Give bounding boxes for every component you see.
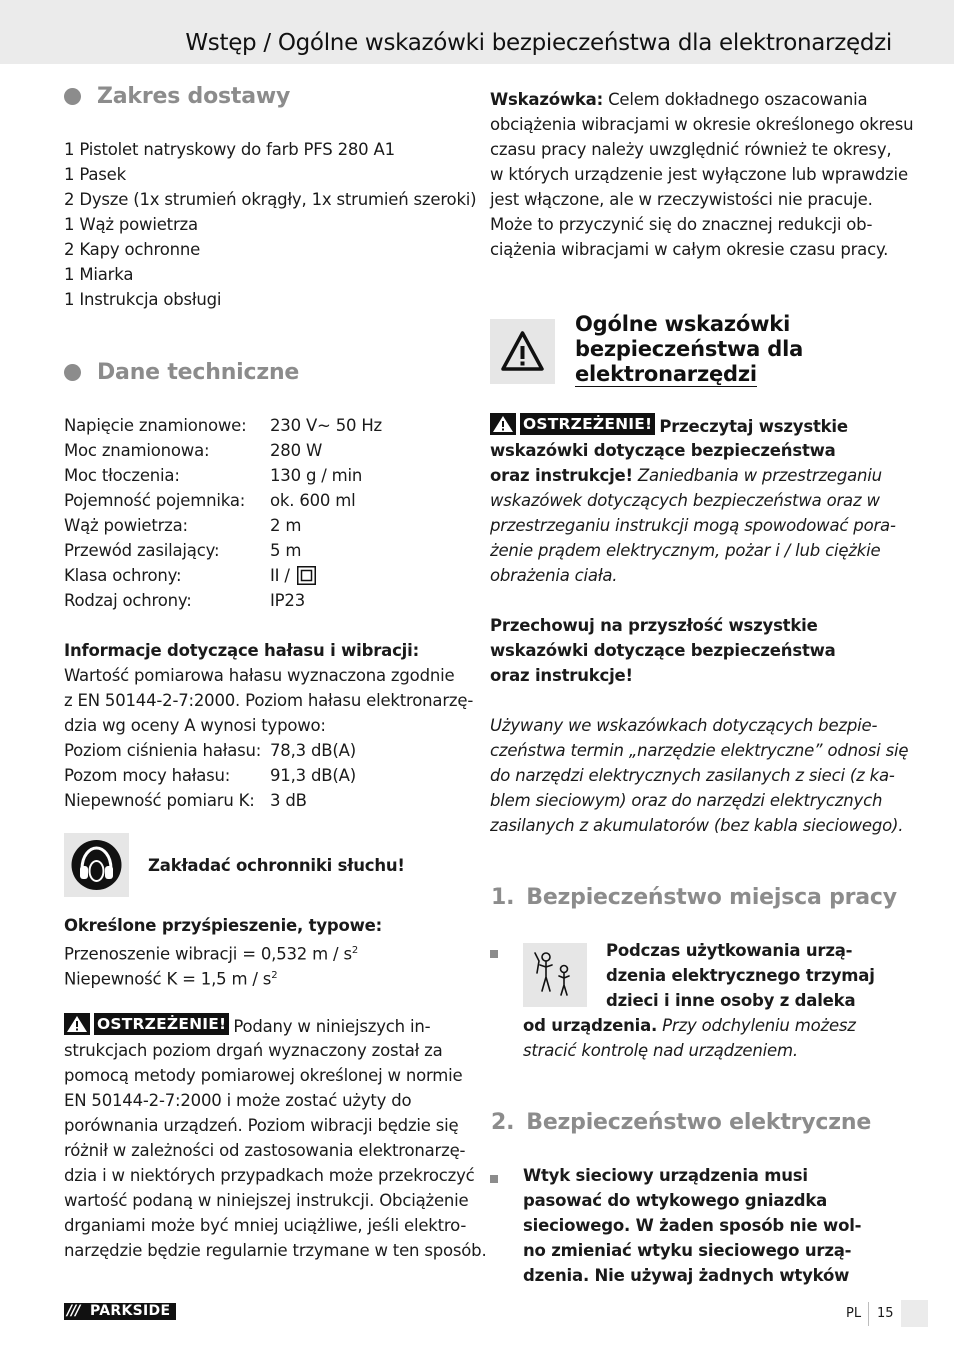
- children-warning-icon-box: [523, 943, 587, 1007]
- noise-label: Poziom ciśnienia hałasu:: [64, 741, 262, 760]
- safety-warning-bold: Przeczytaj wszystkie: [659, 417, 848, 436]
- spec-label: Moc tłoczenia:: [64, 466, 180, 485]
- safety-warning-icon-box: [490, 319, 555, 384]
- section-heading-electrical: [491, 1110, 871, 1135]
- warning-triangle-icon: [490, 319, 555, 384]
- note-line: Może to przyczynić się do znacznej redukcji ob-: [490, 215, 873, 234]
- workplace-bold-line: Podczas użytkowania urzą-: [606, 941, 853, 960]
- superscript: 2: [271, 970, 278, 981]
- spec-value: 2 m: [270, 516, 302, 535]
- bullet-dot-icon: [64, 88, 81, 105]
- logo-stripes-icon: ///: [67, 1303, 80, 1319]
- keep-children-away-icon: [523, 943, 587, 1007]
- left-warning-line: porównania urządzeń. Poziom wibracji będzie się: [64, 1116, 459, 1135]
- spec-label: Napięcie znamionowe:: [64, 416, 247, 435]
- note-line: w których urządzenie jest wyłączone lub wprawdzie: [490, 165, 908, 184]
- left-warning-line: dzia i w niektórych przypadkach może przekroczyć: [64, 1166, 475, 1185]
- term-definition-line: Używany we wskazówkach dotyczących bezpie-: [490, 716, 878, 735]
- warning-badge: [490, 413, 655, 435]
- technical-heading: Dane techniczne: [97, 360, 300, 385]
- safety-warning-italic-line: wskazówek dotyczących bezpieczeństwa oraz w: [490, 491, 880, 510]
- delivery-item: 1 Pasek: [64, 165, 126, 184]
- vibration-line: [64, 963, 277, 992]
- delivery-item: 2 Dysze (1x strumień okrągły, 1x strumień szeroki): [64, 190, 477, 209]
- warning-label: OSTRZEŻENIE!: [94, 1013, 229, 1035]
- term-definition-line: zasilanych z akumulatorów (bez kabla sieciowego).: [490, 816, 904, 835]
- spec-label: Rodzaj ochrony:: [64, 591, 192, 610]
- warning-triangle-icon: [490, 413, 516, 435]
- spec-value: IP23: [270, 591, 306, 610]
- term-definition-line: do narzędzi elektrycznych zasilanych z sieci (z ka-: [490, 766, 895, 785]
- noise-label: Pozom mocy hałasu:: [64, 766, 231, 785]
- ear-protection-text: Zakładać ochronniki słuchu!: [148, 856, 405, 875]
- safety-warning-bold: oraz instrukcje!: [490, 466, 633, 485]
- parkside-logo: [64, 1303, 176, 1320]
- note-label: Wskazówka:: [490, 90, 604, 109]
- note-line: jest włączone, ale w rzeczywistości nie pracuje.: [490, 190, 873, 209]
- delivery-item: 2 Kapy ochronne: [64, 240, 201, 259]
- section-heading-technical: [64, 360, 299, 385]
- spec-label: Wąż powietrza:: [64, 516, 188, 535]
- spec-value: II /: [270, 566, 295, 585]
- electrical-bold-line: no zmieniać wtyku sieciowego urzą-: [523, 1241, 852, 1260]
- workplace-heading: Bezpieczeństwo miejsca pracy: [526, 885, 897, 910]
- note-text: Celem dokładnego oszacowania: [608, 90, 868, 109]
- noise-intro-line: dzia wg oceny A wynosi typowo:: [64, 716, 326, 735]
- ear-protection-icon: [64, 833, 129, 897]
- noise-value: 3 dB: [270, 791, 307, 810]
- section-heading-workplace: [491, 885, 897, 910]
- delivery-item: 1 Instrukcja obsługi: [64, 290, 222, 309]
- workplace-italic-line: stracić kontrolę nad urządzeniem.: [523, 1041, 798, 1060]
- note-line: czasu pracy należy uwzględnić również te okresy,: [490, 140, 892, 159]
- safety-warning-bold-line: wskazówki dotyczące bezpieczeństwa: [490, 441, 836, 460]
- left-warning-line: EN 50144-2-7:2000 i może zostać użyty do: [64, 1091, 412, 1110]
- ear-protection-icon-box: [64, 833, 129, 897]
- term-definition-line: blem sieciowym) oraz do narzędzi elektrycznych: [490, 791, 883, 810]
- left-warning-line: narzędzie będzie regularnie trzymane w ten sposób.: [64, 1241, 487, 1260]
- noise-intro-line: Wartość pomiarowa hałasu wyznaczona zgodnie: [64, 666, 455, 685]
- brand-name: PARKSIDE: [90, 1303, 171, 1319]
- workplace-mixed-line: [523, 1013, 856, 1038]
- left-warning-line: drganiami może być mniej uciążliwe, jeśli elektro-: [64, 1216, 467, 1235]
- safety-heading-line: bezpieczeństwa dla: [575, 337, 804, 361]
- workplace-italic: Przy odchyleniu możesz: [662, 1016, 856, 1035]
- safety-warning-mixed-line: [490, 463, 882, 488]
- spec-value: 230 V~ 50 Hz: [270, 416, 383, 435]
- note-line: obciążenia wibracjami w okresie określonego okresu: [490, 115, 914, 134]
- electrical-bold-line: Wtyk sieciowy urządzenia musi: [523, 1166, 808, 1185]
- safety-warning-first-line: [490, 413, 848, 439]
- keep-instructions-line: oraz instrukcje!: [490, 666, 633, 685]
- footer-tab-marker: [901, 1300, 928, 1327]
- left-warning-line: różnił w zależności od zastosowania elektronarzę-: [64, 1141, 466, 1160]
- electrical-bold-line: pasować do wtykowego gniazdka: [523, 1191, 828, 1210]
- noise-heading: Informacje dotyczące hałasu i wibracji:: [64, 641, 419, 660]
- keep-instructions-line: Przechowuj na przyszłość wszystkie: [490, 616, 818, 635]
- superscript: 2: [351, 945, 359, 956]
- spec-value-protection-class: [270, 563, 316, 588]
- left-warning-line: pomocą metody pomiarowej określonej w normie: [64, 1066, 463, 1085]
- keep-instructions-line: wskazówki dotyczące bezpieczeństwa: [490, 641, 836, 660]
- note-line: ciążenia wibracjami w całym okresie czasu pracy.: [490, 240, 889, 259]
- vibration-heading: Określone przyśpieszenie, typowe:: [64, 916, 383, 935]
- spec-value: ok. 600 ml: [270, 491, 356, 510]
- section-heading-delivery: [64, 84, 290, 109]
- section-number: 1.: [491, 885, 515, 910]
- electrical-bold-line: sieciowego. W żaden sposób nie wol-: [523, 1216, 862, 1235]
- noise-value: 78,3 dB(A): [270, 741, 356, 760]
- warning-badge: [64, 1013, 229, 1035]
- left-warning-first-line: [64, 1013, 430, 1039]
- delivery-item: 1 Wąż powietrza: [64, 215, 198, 234]
- delivery-heading: Zakres dostawy: [97, 84, 291, 109]
- safety-heading-line: Ogólne wskazówki: [575, 312, 791, 336]
- double-insulation-icon: [297, 566, 316, 585]
- noise-value: 91,3 dB(A): [270, 766, 356, 785]
- safety-heading: [575, 312, 803, 387]
- warning-triangle-icon: [64, 1013, 90, 1035]
- section-number: 2.: [491, 1110, 515, 1135]
- workplace-bold-line: dzieci i inne osoby z daleka: [606, 991, 856, 1010]
- term-definition-line: czeństwa termin „narzędzie elektryczne” odnosi się: [490, 741, 909, 760]
- spec-value: 280 W: [270, 441, 323, 460]
- noise-intro-line: z EN 50144-2-7:2000. Poziom hałasu elektronarzę-: [64, 691, 474, 710]
- workplace-bold-line: dzenia elektrycznego trzymaj: [606, 966, 875, 985]
- safety-warning-italic-line: obrażenia ciała.: [490, 566, 618, 585]
- page-number: 15: [877, 1306, 894, 1321]
- spec-value: 130 g / min: [270, 466, 363, 485]
- footer-divider: [868, 1302, 869, 1326]
- bullet-square: [490, 1175, 498, 1183]
- spec-value: 5 m: [270, 541, 302, 560]
- left-warning-line: wartość podaną w niniejszej instrukcji. Obciążenie: [64, 1191, 469, 1210]
- safety-heading-line: elektronarzędzi: [575, 362, 757, 386]
- delivery-item: 1 Miarka: [64, 265, 134, 284]
- safety-warning-italic-line: przestrzeganiu instrukcji mogą spowodować pora-: [490, 516, 896, 535]
- electrical-heading: Bezpieczeństwo elektryczne: [526, 1110, 872, 1135]
- vibration-value: Przenoszenie wibracji = 0,532 m / s: [64, 944, 352, 964]
- spec-label: Przewód zasilający:: [64, 541, 220, 560]
- workplace-bold: od urządzenia.: [523, 1016, 658, 1035]
- page-header-title: Wstęp / Ogólne wskazówki bezpieczeństwa dla elektronarzędzi: [185, 30, 892, 56]
- spec-label: Moc znamionowa:: [64, 441, 210, 460]
- left-warning-line: strukcjach poziom drgań wyznaczony został za: [64, 1041, 443, 1060]
- bullet-square: [490, 950, 498, 958]
- safety-warning-italic-line: żenie prądem elektrycznym, pożar i / lub ciężkie: [490, 541, 881, 560]
- electrical-bold-line: dzenia. Nie używaj żadnych wtyków: [523, 1266, 850, 1285]
- spec-label: Pojemność pojemnika:: [64, 491, 246, 510]
- warning-label: OSTRZEŻENIE!: [520, 413, 655, 435]
- delivery-item: 1 Pistolet natryskowy do farb PFS 280 A1: [64, 140, 395, 159]
- safety-warning-italic: Zaniedbania w przestrzeganiu: [637, 466, 882, 485]
- spec-label: Klasa ochrony:: [64, 566, 182, 585]
- bullet-dot-icon: [64, 364, 81, 381]
- vibration-uncertainty: Niepewność K = 1,5 m / s: [64, 969, 272, 989]
- noise-label: Niepewność pomiaru K:: [64, 791, 255, 810]
- footer-language: PL: [846, 1306, 862, 1321]
- left-warning-text: Podany w niniejszych in-: [233, 1017, 431, 1036]
- note-first-line: [490, 87, 867, 112]
